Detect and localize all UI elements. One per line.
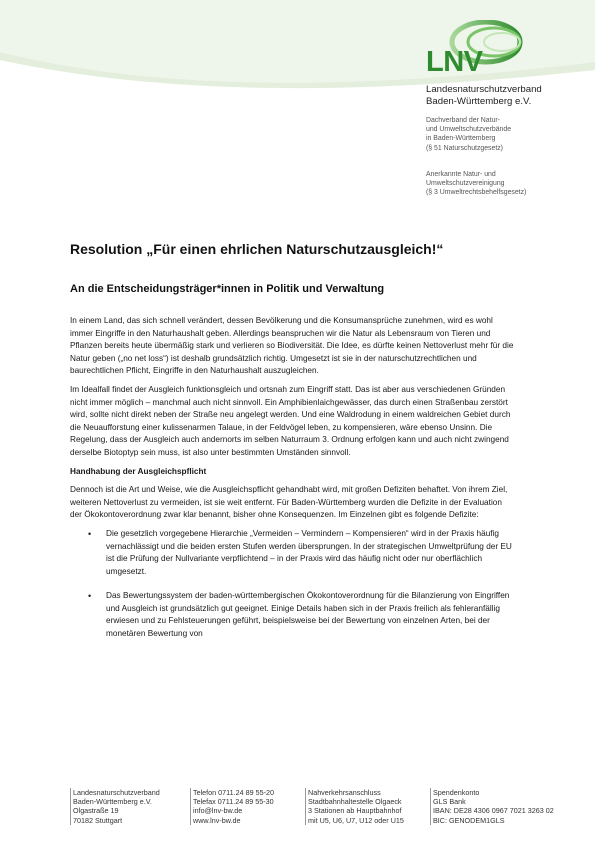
footer-contact — [190, 788, 274, 825]
footer-line: Landesnaturschutzverband — [73, 788, 160, 797]
footer-line: Baden-Württemberg e.V. — [73, 797, 152, 807]
list-item — [70, 528, 515, 578]
organization-name — [426, 84, 542, 108]
footer-line: 70182 Stuttgart — [73, 815, 123, 825]
umbrella-association-info — [426, 116, 511, 153]
footer-fax: Telefax 0711.24 89 55-30 — [193, 797, 274, 807]
recognized-association-info — [426, 170, 526, 198]
side-line: Umweltschutzvereinigung — [426, 180, 505, 188]
footer-line: Stadtbahnhaltestelle Olgaeck — [308, 797, 402, 807]
bullet-icon: • — [88, 528, 92, 539]
side-line: Anerkannte Natur- und — [426, 171, 496, 178]
list-item — [70, 590, 515, 640]
footer-line: Spendenkonto — [433, 788, 480, 797]
footer-address — [70, 788, 160, 825]
footer-phone: Telefon 0711.24 89 55-20 — [193, 788, 274, 797]
logo-text: LNV — [426, 46, 483, 78]
side-line: und Umweltschutzverbände — [426, 126, 512, 134]
side-line: Dachverband der Natur- — [426, 117, 500, 124]
footer-transit — [305, 788, 404, 825]
footer-website-link[interactable]: www.lnv-bw.de — [193, 815, 241, 825]
paragraph: Dennoch ist die Art und Weise, wie die Ausgleichspflicht gehandhabt wird, mit großen Defiziten behaftet. Von ihrem Ziel, weiteren Nettoverlust zu vermeiden, ist sie weit entfernt. Für Baden-Württemberg wurden die Defizite in der Evaluation der Ökokontoverordnung zwar klar benannt, bisher ohne Konsequenzen. Im Einzelnen gibt es folgende Defizite: — [70, 485, 508, 520]
org-name-line: Landesnaturschutzverband — [426, 84, 542, 95]
footer-email-link[interactable]: info@lnv-bw.de — [193, 806, 243, 816]
document-body — [70, 315, 515, 653]
document-subtitle: An die Entscheidungsträger*innen in Politik und Verwaltung — [70, 283, 385, 295]
list-item-text: Das Bewertungssystem der baden-württembergischen Ökokontoverordnung für die Bilanzierung von Eingriffen und Ausgleich ist grundsätzlich gut geeignet. Einige Details haben sich in der Praxis freilich als fehleranfällig erwiesen und zu Fehlsteuerungen geführt, beispielsweise bei der Bewertung von einzelnen Arten, bei der monetären Bewertung von — [106, 591, 510, 639]
paragraph: Im Idealfall findet der Ausgleich funktionsgleich und ortsnah zum Eingriff statt. Das ist aber aus verschiedenen Gründen nicht immer möglich – manchmal auch nicht sinnvoll. Ein Amphibienlaichgewässer, das durch einen Straßenbau zerstört wird, sollte nicht direkt neben der Straße neu angelegt werden. Und eine Waldrodung in einem waldreichen Gebiet durch die Neuaufforstung einer kulissenarmen Talaue, in der Feldvögel leben, zu kompensieren, wäre ebenso Unsinn. Die Regelung, dass der Ausgleich auch andernorts im selben Naturraum 3. Ordnung erfolgen kann und auch nicht zwingend derselbe Biotoptyp sein muss, ist also unter bestimmten Umständen sinnvoll. — [70, 384, 511, 457]
footer-line: Olgastraße 19 — [73, 806, 119, 816]
side-line: (§ 51 Naturschutzgesetz) — [426, 144, 503, 152]
footer-line: IBAN: DE28 4306 0967 7021 3263 02 — [433, 806, 554, 816]
side-line: (§ 3 Umweltrechtsbehelfsgesetz) — [426, 189, 527, 197]
footer — [70, 788, 590, 833]
document-title: Resolution „Für einen ehrlichen Naturschutzausgleich!“ — [70, 241, 444, 257]
org-name-line: Baden-Württemberg e.V. — [426, 96, 532, 107]
list-item-text: Die gesetzlich vorgegebene Hierarchie „Vermeiden – Vermindern – Kompensieren“ wird in der Praxis häufig vernachlässigt und die beiden ersten Stufen werden übersprungen. In der strategischen Umweltprüfung der EU ist die Prüfung der Nullvariante verpflichtend – in der Praxis wird das häufig nicht oder nur oberflächlich umgesetzt. — [106, 528, 512, 576]
bullet-icon: • — [88, 591, 92, 602]
section-heading: Handhabung der Ausgleichspflicht — [70, 466, 207, 476]
side-line: in Baden-Württemberg — [426, 135, 496, 143]
footer-line: 3 Stationen ab Hauptbahnhof — [308, 806, 402, 816]
footer-bank — [430, 788, 554, 825]
footer-line: GLS Bank — [433, 797, 466, 807]
footer-line: mit U5, U6, U7, U12 oder U15 — [308, 815, 404, 825]
footer-line: BIC: GENODEM1GLS — [433, 815, 505, 825]
deficit-list — [70, 528, 515, 641]
paragraph: In einem Land, das sich schnell verändert, dessen Bevölkerung und die Konsumansprüche zunehmen, wird es wohl immer Eingriffe in den Naturhaushalt geben. Allerdings beanspruchen wir die Natur als Lebensraum von Tieren und Pflanzen bereits heute übermäßig stark und verlieren so Biodiversität. Die Idee, es dürfte keinen Nettoverlust mehr für die Natur geben („no net loss“) ist deshalb grundsätzlich richtig. Umgesetzt ist sie in der naturschutzrechtlichen und baurechtlichen Pflicht, Eingriffe in den Naturhaushalt auszugleichen. — [70, 316, 514, 376]
footer-line: Nahverkehrsanschluss — [308, 788, 381, 797]
